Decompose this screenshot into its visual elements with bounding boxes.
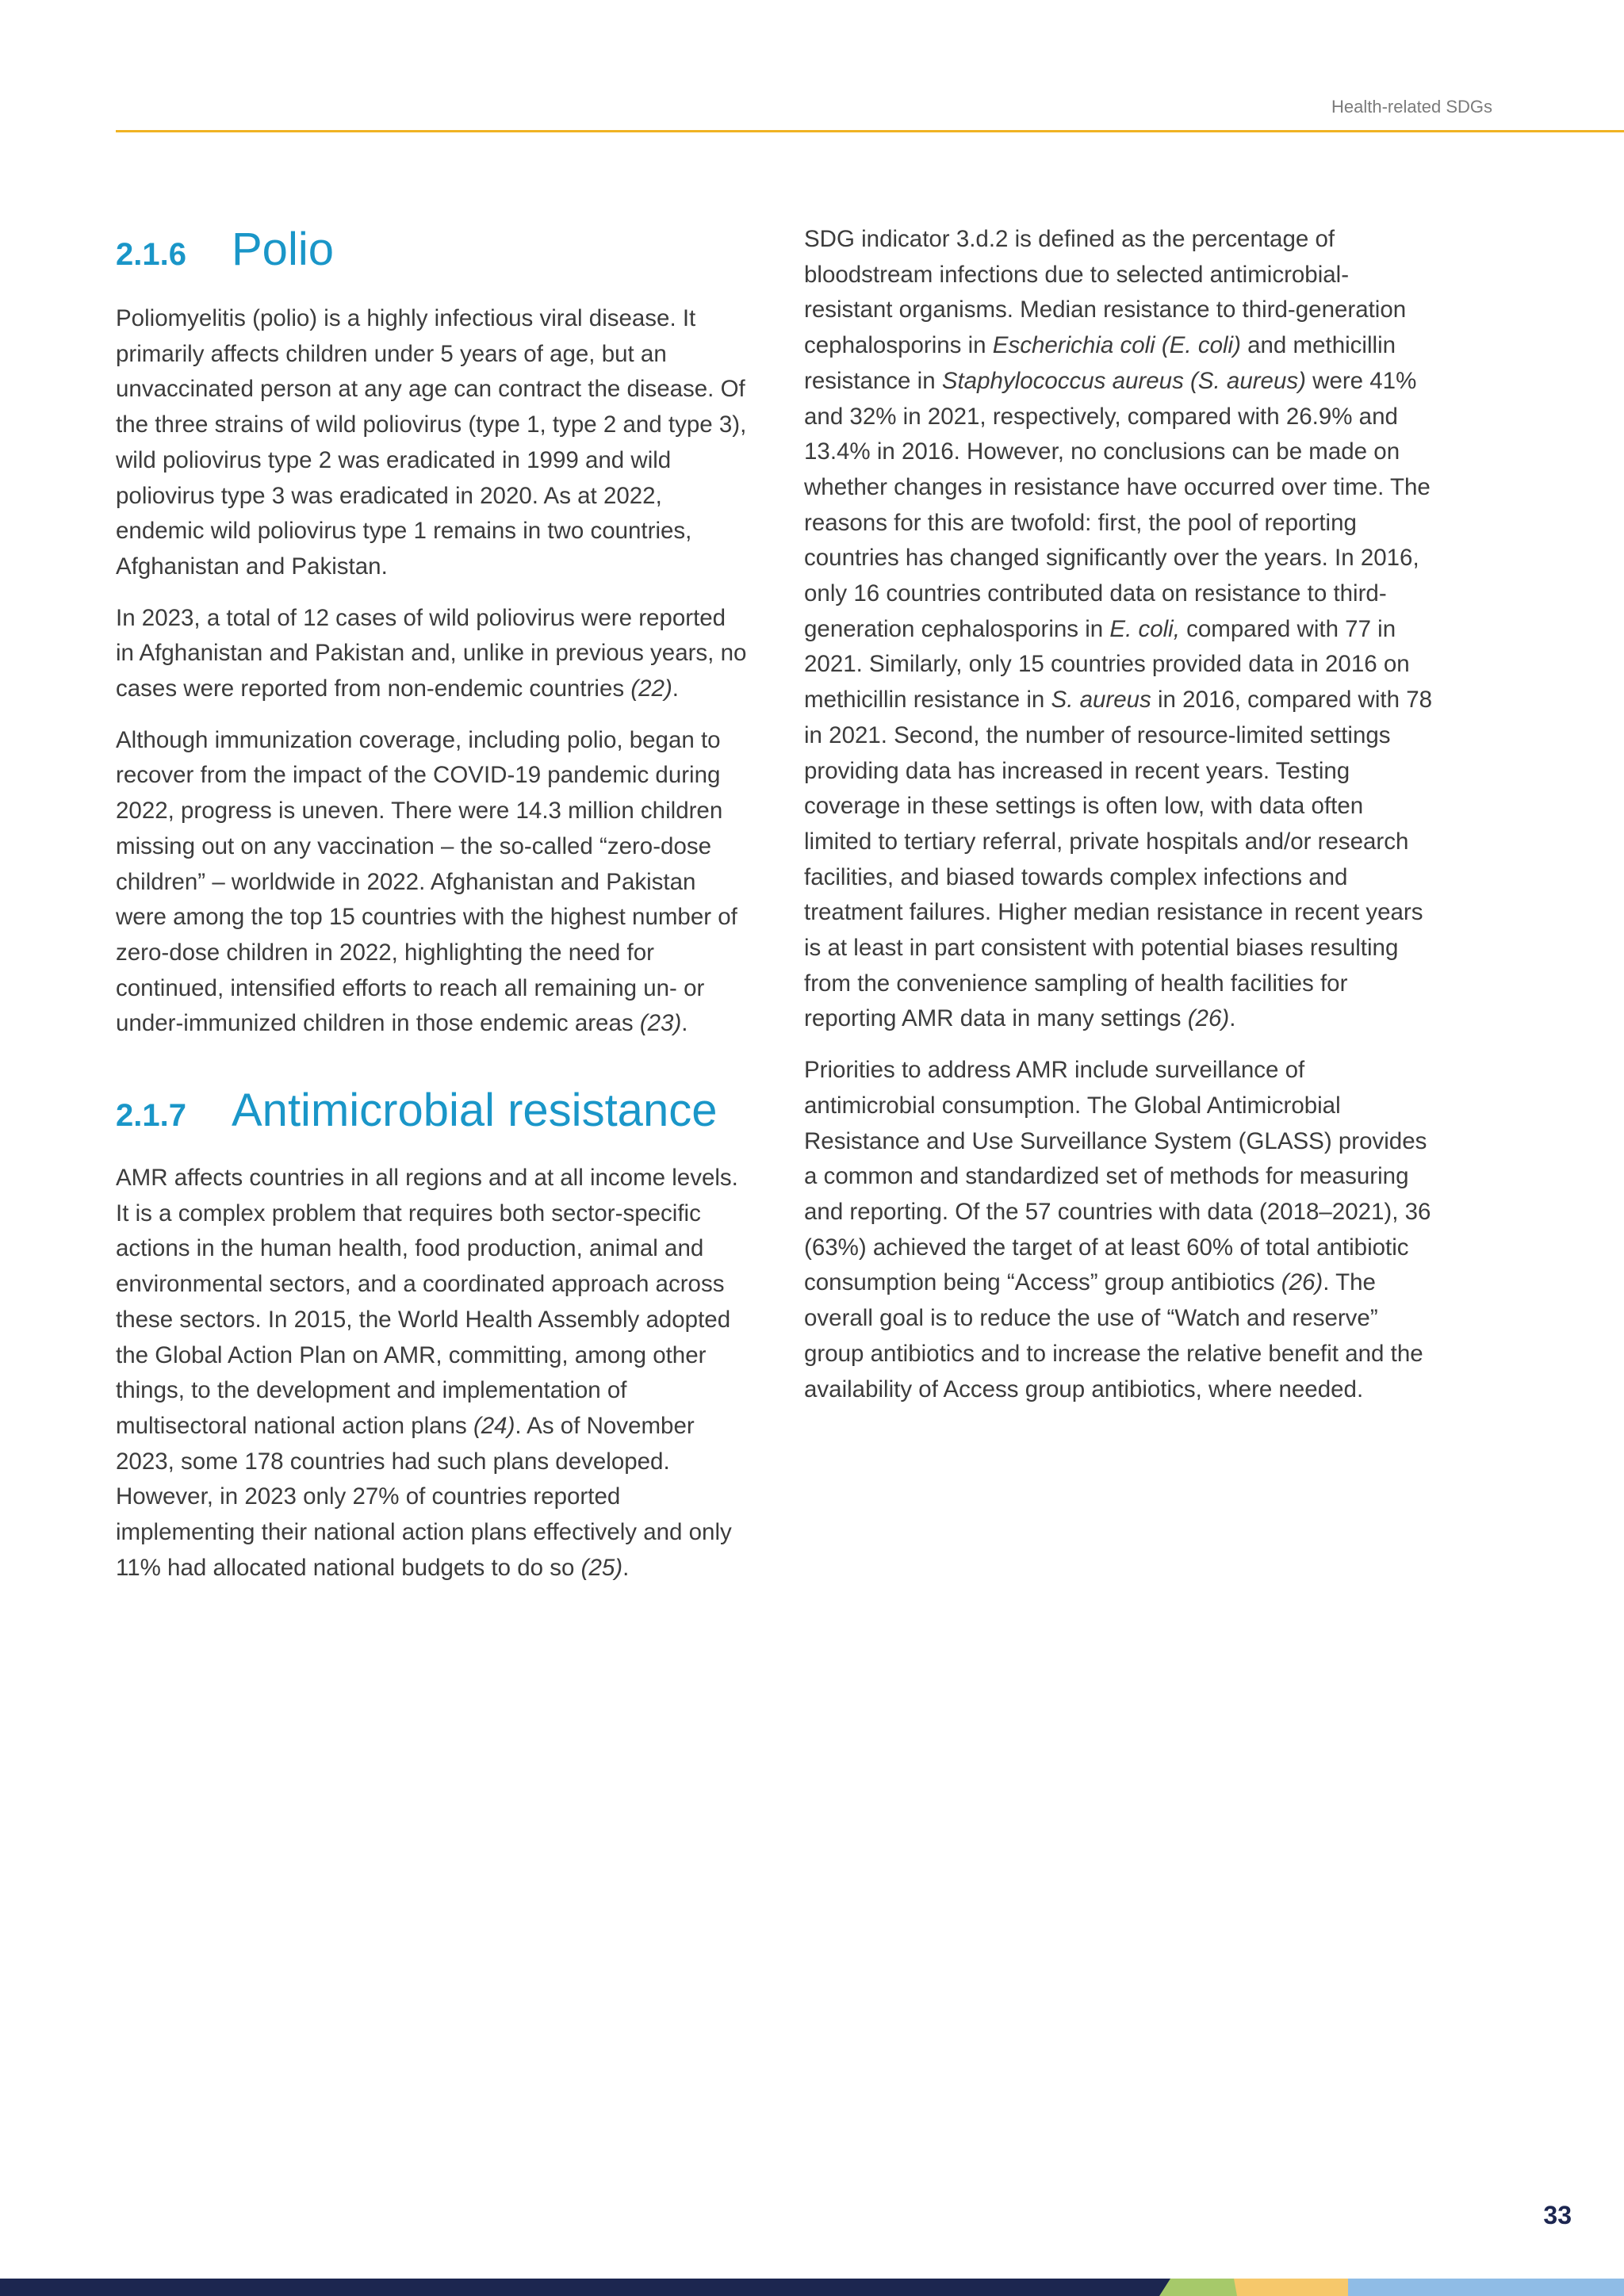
species-name: E. coli, [1109,615,1180,642]
citation: (24) [473,1412,515,1439]
paragraph-text: Although immunization coverage, including polio, began to recover from the impact of the COVID-19 pandemic during 2022, progress is uneven. There were 14.3 million children missing out on any vaccination – the so-called “zero-dose children” – worldwide in 2022. Afghanistan and Pakistan were among the top 15 countries with the highest number of zero-dose children in 2022, highlighting the need for continued, intensified efforts to reach all remaining un- or under-immunized children in those endemic areas [116,726,737,1037]
paragraph-text: . As of November 2023, some 178 countries had such plans developed. However, in 2023 only 27% of countries reported implementing their national action plans effectively and only 11% had allocated national budgets to do so [116,1412,732,1581]
footer-decoration [0,2279,1624,2296]
paragraph-text: In 2023, a total of 12 cases of wild poliovirus were reported in Afghanistan and Pakistan and, unlike in previous years, no cases were reported from non-endemic countries [116,604,747,702]
citation: (26) [1187,1005,1230,1032]
paragraph-text: AMR affects countries in all regions and at all income levels. It is a complex problem that requires both sector-specific actions in the human health, food production, animal and environmental sectors, and a coordinated approach across these sectors. In 2015, the World Health Assembly adopted the Global Action Plan on AMR, committing, among other things, to the development and implementation of multisectoral national action plans [116,1165,738,1439]
paragraph-text: compared with 77 in 2021. Similarly, only 15 countries provided data in 2016 on methicillin resistance in [804,615,1410,714]
punctuation: . [681,1010,688,1037]
citation: (23) [639,1010,682,1037]
header-rule [116,130,1624,132]
species-name: Escherichia coli (E. coli) [992,332,1241,359]
right-column [804,222,1437,1423]
paragraph [116,601,749,707]
section-heading-polio [116,222,749,282]
section-number: 2.1.6 [116,237,186,272]
paragraph-text: Priorities to address AMR include surveillance of antimicrobial consumption. The Global Antimicrobial Resistance and Use Surveillance System (GLASS) provides a common and standardized set of methods for measuring and reporting. Of the 57 countries with data (2018–2021), 36 (63%) achieved the target of at least 60% of total antibiotic consumption being “Access” group antibiotics [804,1057,1431,1296]
section-number: 2.1.7 [116,1098,186,1134]
left-column [116,222,749,1602]
paragraph-text: SDG indicator 3.d.2 is defined as the percentage of bloodstream infections due to selected antimicrobial-resistant organisms. Median resistance to third-generation cephalosporins in [804,226,1407,359]
paragraph-text: and methicillin resistance in [804,332,1396,394]
section-title: Polio [232,224,334,275]
species-name: S. aureus [1051,687,1151,714]
paragraph-text: in 2016, compared with 78 in 2021. Second, the number of resource-limited settings providing data has increased in recent years. Testing coverage in these settings is often low, with data often limited to tertiary referral, private hospitals and/or research facilities, and biased towards complex infections and treatment failures. Higher median resistance in recent years is at least in part consistent with potential biases resulting from the convenience sampling of health facilities for reporting AMR data in many settings [804,687,1433,1032]
citation: (22) [630,675,672,702]
species-name: Staphylococcus aureus (S. aureus) [941,367,1306,394]
punctuation: . [622,1554,630,1581]
citation: (25) [580,1554,623,1581]
punctuation: . [672,675,679,702]
paragraph-text: were 41% and 32% in 2021, respectively, compared with 26.9% and 13.4% in 2016. However, no conclusions can be made on whether changes in resistance have occurred over time. The reasons for this are twofold: first, the pool of reporting countries has changed significantly over the years. In 2016, only 16 countries contributed data on resistance to third-generation cephalosporins in [804,367,1431,642]
paragraph [804,222,1437,1037]
paragraph: Poliomyelitis (polio) is a highly infectious viral disease. It primarily affects children under 5 years of age, but an unvaccinated person at any age can contract the disease. Of the three strains of wild poliovirus (type 1, type 2 and type 3), wild poliovirus type 2 was eradicated in 1999 and wild poliovirus type 3 was eradicated in 2020. As at 2022, endemic wild poliovirus type 1 remains in two countries, Afghanistan and Pakistan. [116,305,747,580]
paragraph [116,1161,749,1586]
punctuation: . [1229,1005,1236,1032]
paragraph-text: . The overall goal is to reduce the use of “Watch and reserve” group antibiotics and to increase the relative benefit and the availability of Access group antibiotics, where needed. [804,1269,1423,1402]
section-heading-amr [116,1083,749,1143]
footer-stripe-blue [1348,2279,1624,2296]
paragraph [116,723,749,1042]
page-number: 33 [1543,2201,1572,2229]
paragraph [804,1053,1437,1407]
citation: (26) [1281,1269,1323,1296]
running-header: Health-related SDGs [1331,97,1492,117]
section-title: Antimicrobial resistance [232,1085,718,1137]
